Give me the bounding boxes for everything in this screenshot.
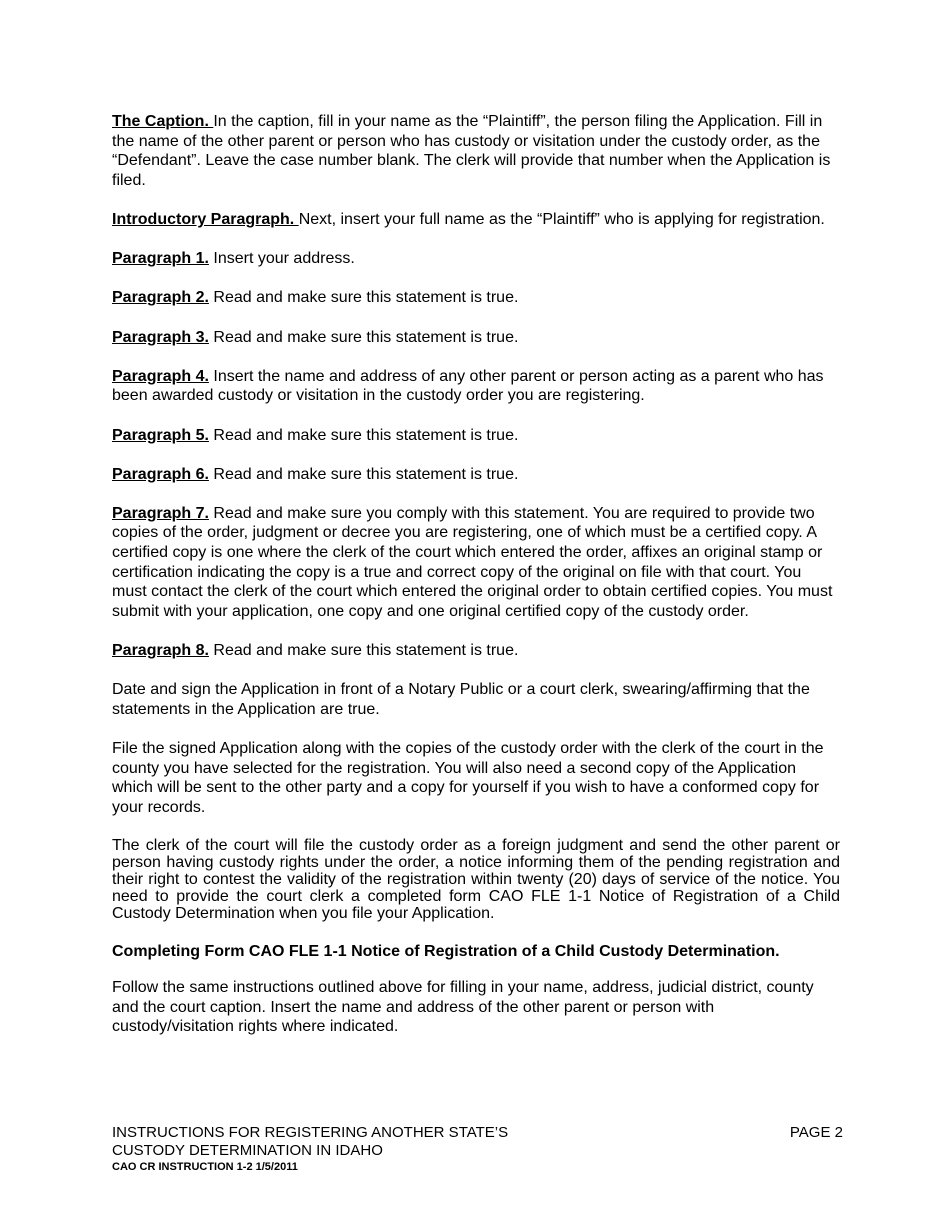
paragraph-7-text: Read and make sure you comply with this statement. You are required to provide two copies of the order, judgment or decree you are registering, one of which must be a certified copy. A certified copy is one where the clerk of the court which entered the order, affixes an original stamp or certification indicating the copy is a true and correct copy of the original on file with that court. You must contact the clerk of the court which entered the original order to obtain certified copies. You must submit with your application, one copy and one original certified copy of the custody order. — [112, 504, 833, 620]
paragraph-2-lead: Paragraph 2. — [112, 289, 209, 307]
paragraph-6-text: Read and make sure this statement is true. — [208, 465, 519, 483]
paragraph-4 — [112, 367, 840, 406]
paragraph-1 — [112, 249, 840, 269]
section-heading: Completing Form CAO FLE 1-1 Notice of Registration of a Child Custody Determination. — [112, 942, 780, 960]
paragraph-8-lead: Paragraph 8. — [112, 642, 209, 660]
paragraph-5-text: Read and make sure this statement is true. — [208, 426, 519, 444]
document-body — [112, 112, 840, 1057]
paragraph-5-lead: Paragraph 5. — [112, 426, 209, 444]
page-footer — [112, 1124, 843, 1174]
file-signed-paragraph: File the signed Application along with the copies of the custody order with the clerk of the court in the county you have selected for the registration. You will also need a second copy of the Application which will be sent to the other party and a copy for yourself if you wish to have a conformed copy for your records. — [112, 740, 824, 816]
paragraph-3 — [112, 328, 840, 348]
paragraph-6 — [112, 465, 840, 485]
paragraph-7 — [112, 504, 840, 622]
paragraph-8-text: Read and make sure this statement is true. — [208, 642, 519, 660]
date-sign-paragraph: Date and sign the Application in front of a Notary Public or a court clerk, swearing/affirming that the statements in the Application are true. — [112, 681, 810, 718]
paragraph-6-lead: Paragraph 6. — [112, 465, 209, 483]
introductory-text: Next, insert your full name as the “Plaintiff” who is applying for registration. — [298, 210, 825, 228]
paragraph-8 — [112, 641, 840, 661]
introductory-paragraph — [112, 210, 840, 230]
paragraph-2 — [112, 288, 840, 308]
page-number: PAGE 2 — [789, 1124, 843, 1141]
paragraph-5 — [112, 426, 840, 446]
paragraph-1-text: Insert your address. — [208, 250, 355, 268]
caption-text: In the caption, fill in your name as the “Plaintiff”, the person filing the Application. Fill in the name of the other parent or person who has custody or visitation under the custody order, as the “Defendant”. Leave the case number blank. The clerk will provide that number when the Application is filed. — [112, 113, 831, 189]
follow-same-paragraph: Follow the same instructions outlined above for filling in your name, address, judicial district, county and the court caption. Insert the name and address of the other parent or person with custody/visitation rights where indicated. — [112, 979, 814, 1036]
paragraph-2-text: Read and make sure this statement is true. — [208, 289, 519, 307]
paragraph-4-text: Insert the name and address of any other parent or person acting as a parent who has been awarded custody or visitation in the custody order you are registering. — [112, 367, 824, 405]
paragraph-1-lead: Paragraph 1. — [112, 250, 209, 268]
footer-title-line-2: CUSTODY DETERMINATION IN IDAHO — [112, 1142, 383, 1159]
footer-title-line-1: INSTRUCTIONS FOR REGISTERING ANOTHER STATE’S — [112, 1124, 509, 1141]
paragraph-4-lead: Paragraph 4. — [112, 367, 209, 385]
paragraph-3-lead: Paragraph 3. — [112, 328, 209, 346]
caption-paragraph — [112, 112, 840, 190]
caption-lead: The Caption. — [112, 113, 214, 130]
paragraph-7-lead: Paragraph 7. — [112, 504, 209, 522]
introductory-lead: Introductory Paragraph. — [112, 210, 299, 228]
clerk-file-paragraph: The clerk of the court will file the custody order as a foreign judgment and send the other parent or person having custody rights under the order, a notice informing them of the pending registration and their right to contest the validity of the registration within twenty (20) days of service of the notice. You need to provide the court clerk a completed form CAO FLE 1-1 Notice of Registration of a Child Custody Determination when you file your Application. — [112, 836, 840, 922]
paragraph-3-text: Read and make sure this statement is true. — [208, 328, 519, 346]
footer-form-code: CAO CR INSTRUCTION 1-2 1/5/2011 — [112, 1161, 298, 1173]
